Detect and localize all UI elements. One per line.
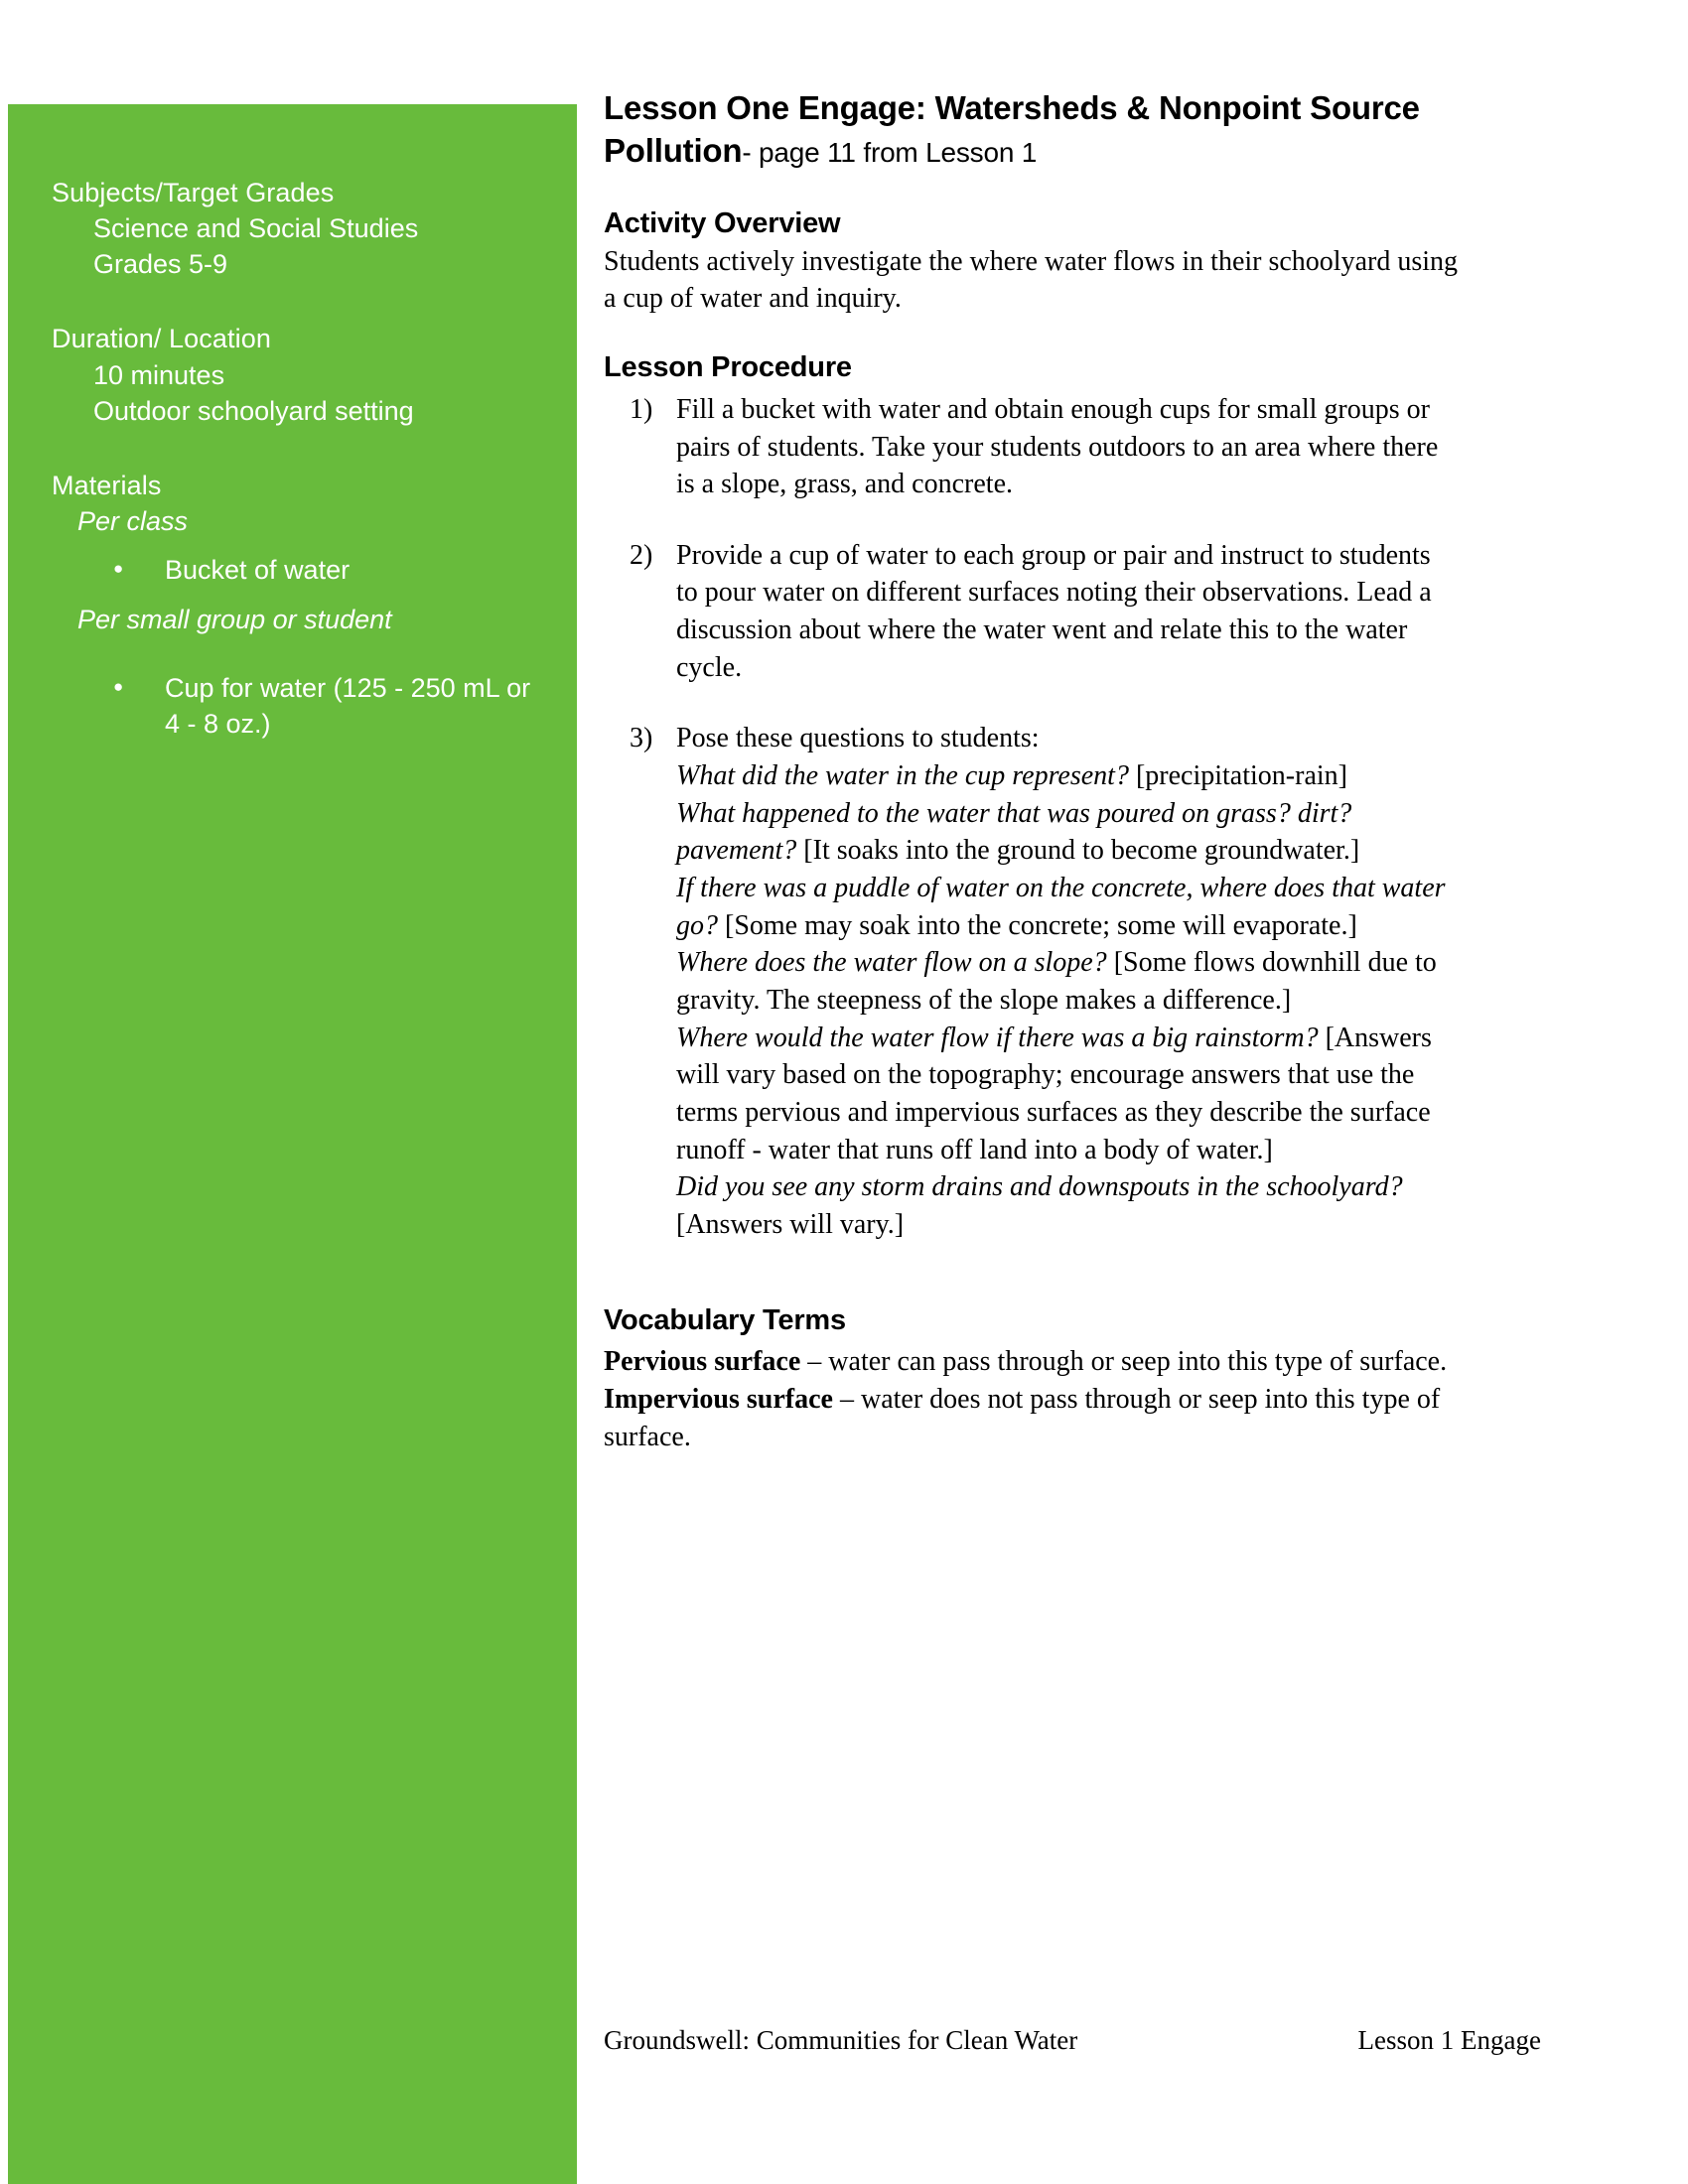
page-title-sub: - page 11 from Lesson 1	[742, 136, 1038, 168]
vocabulary-definition: – water can pass through or seep into this type of surface.	[800, 1346, 1448, 1378]
sidebar-group-materials	[52, 469, 551, 742]
sidebar-panel	[8, 104, 577, 2184]
question-item	[676, 795, 1458, 870]
sidebar-group-subjects	[52, 176, 551, 282]
procedure-step-1	[604, 391, 1458, 503]
step-number: 2)	[630, 539, 653, 571]
vocabulary-entry	[604, 1343, 1458, 1381]
footer-left-text: Groundswell: Communities for Clean Water	[604, 2025, 1078, 2055]
question-answer: [Some may soak into the concrete; some will evaporate.]	[725, 909, 1357, 941]
question-item	[676, 870, 1458, 944]
main-content	[604, 87, 1458, 1455]
sidebar-heading-subjects: Subjects/Target Grades	[52, 178, 335, 207]
discussion-questions	[676, 757, 1458, 1244]
procedure-step-3	[604, 720, 1458, 1243]
procedure-step-2	[604, 537, 1458, 687]
sidebar-heading-duration: Duration/ Location	[52, 324, 271, 354]
vocabulary-term: Pervious surface	[604, 1346, 801, 1378]
question-item	[676, 1020, 1458, 1169]
sidebar-group-duration	[52, 322, 551, 428]
question-prompt: What happened to the water that was poured on grass? dirt? pavement?	[676, 797, 1352, 867]
list-item: ● Cup for water (125 - 250 mL or 4 - 8 oz.)	[113, 671, 551, 741]
vocabulary-entry	[604, 1381, 1458, 1455]
question-answer: [Answers will vary based on the topography; encourage answers that use the terms pervious and impervious surfaces as they describe the surface runoff - water that runs off land into a body of water.]	[676, 1022, 1432, 1165]
question-item	[676, 1168, 1458, 1243]
sidebar-line-duration-1: 10 minutes	[93, 359, 225, 390]
question-prompt: Did you see any storm drains and downspouts in the schoolyard?	[676, 1171, 1403, 1203]
question-answer: [Some flows downhill due to gravity. The steepness of the slope makes a difference.]	[676, 947, 1437, 1017]
question-prompt: If there was a puddle of water on the concrete, where does that water go?	[676, 873, 1446, 941]
page-title	[604, 87, 1458, 173]
vocabulary-list	[604, 1343, 1458, 1455]
page-footer	[604, 2025, 1577, 2056]
question-answer: [precipitation-rain]	[1135, 760, 1347, 792]
section-heading-lesson-procedure: Lesson Procedure	[604, 351, 852, 384]
footer-right-text: Lesson 1 Engage	[1357, 2025, 1541, 2055]
question-item	[676, 757, 1458, 795]
vocabulary-term: Impervious surface	[604, 1384, 833, 1416]
spacer	[52, 637, 551, 657]
section-heading-vocabulary-terms: Vocabulary Terms	[604, 1303, 846, 1336]
activity-overview-text: Students actively investigate the where water flows in their schoolyard using a cup of water and inquiry.	[604, 245, 1459, 314]
page-title-bold: Lesson One Engage: Watersheds & Nonpoint Source Pollution	[604, 89, 1420, 169]
lesson-procedure-list	[604, 391, 1458, 1244]
sidebar-list-per-class	[52, 553, 551, 588]
question-prompt: Where would the water flow if there was a big rainstorm?	[676, 1022, 1319, 1053]
step-number: 3)	[630, 723, 653, 754]
sidebar-label-per-class: Per class	[77, 505, 189, 536]
sidebar-line-subjects-1: Science and Social Studies	[93, 213, 419, 244]
vocabulary-definition: – water does not pass through or seep into this type of surface.	[604, 1384, 1441, 1452]
question-prompt: What did the water in the cup represent?	[676, 760, 1129, 792]
step-text: Pose these questions to students:	[676, 723, 1040, 754]
question-item	[676, 944, 1458, 1019]
step-text: Fill a bucket with water and obtain enough cups for small groups or pairs of students. Take your students outdoors to an area where there is a slope, grass, and concrete.	[676, 393, 1439, 500]
section-heading-activity-overview: Activity Overview	[604, 206, 841, 239]
sidebar-line-duration-2: Outdoor schoolyard setting	[93, 395, 414, 426]
step-number: 1)	[630, 393, 653, 425]
list-item: ● Bucket of water	[113, 553, 551, 588]
question-answer: [Answers will vary.]	[676, 1208, 905, 1240]
sidebar-heading-materials: Materials	[52, 470, 162, 500]
step-text: Provide a cup of water to each group or pair and instruct to students to pour water on different surfaces noting their observations. Lead a discussion about where the water went and relate this to the water cycle.	[676, 539, 1432, 683]
question-answer: [It soaks into the ground to become groundwater.]	[803, 835, 1360, 867]
sidebar-line-subjects-2: Grades 5-9	[93, 249, 228, 280]
sidebar-label-per-group: Per small group or student	[77, 605, 392, 635]
question-prompt: Where does the water flow on a slope?	[676, 947, 1107, 979]
sidebar-list-per-group	[52, 671, 551, 741]
